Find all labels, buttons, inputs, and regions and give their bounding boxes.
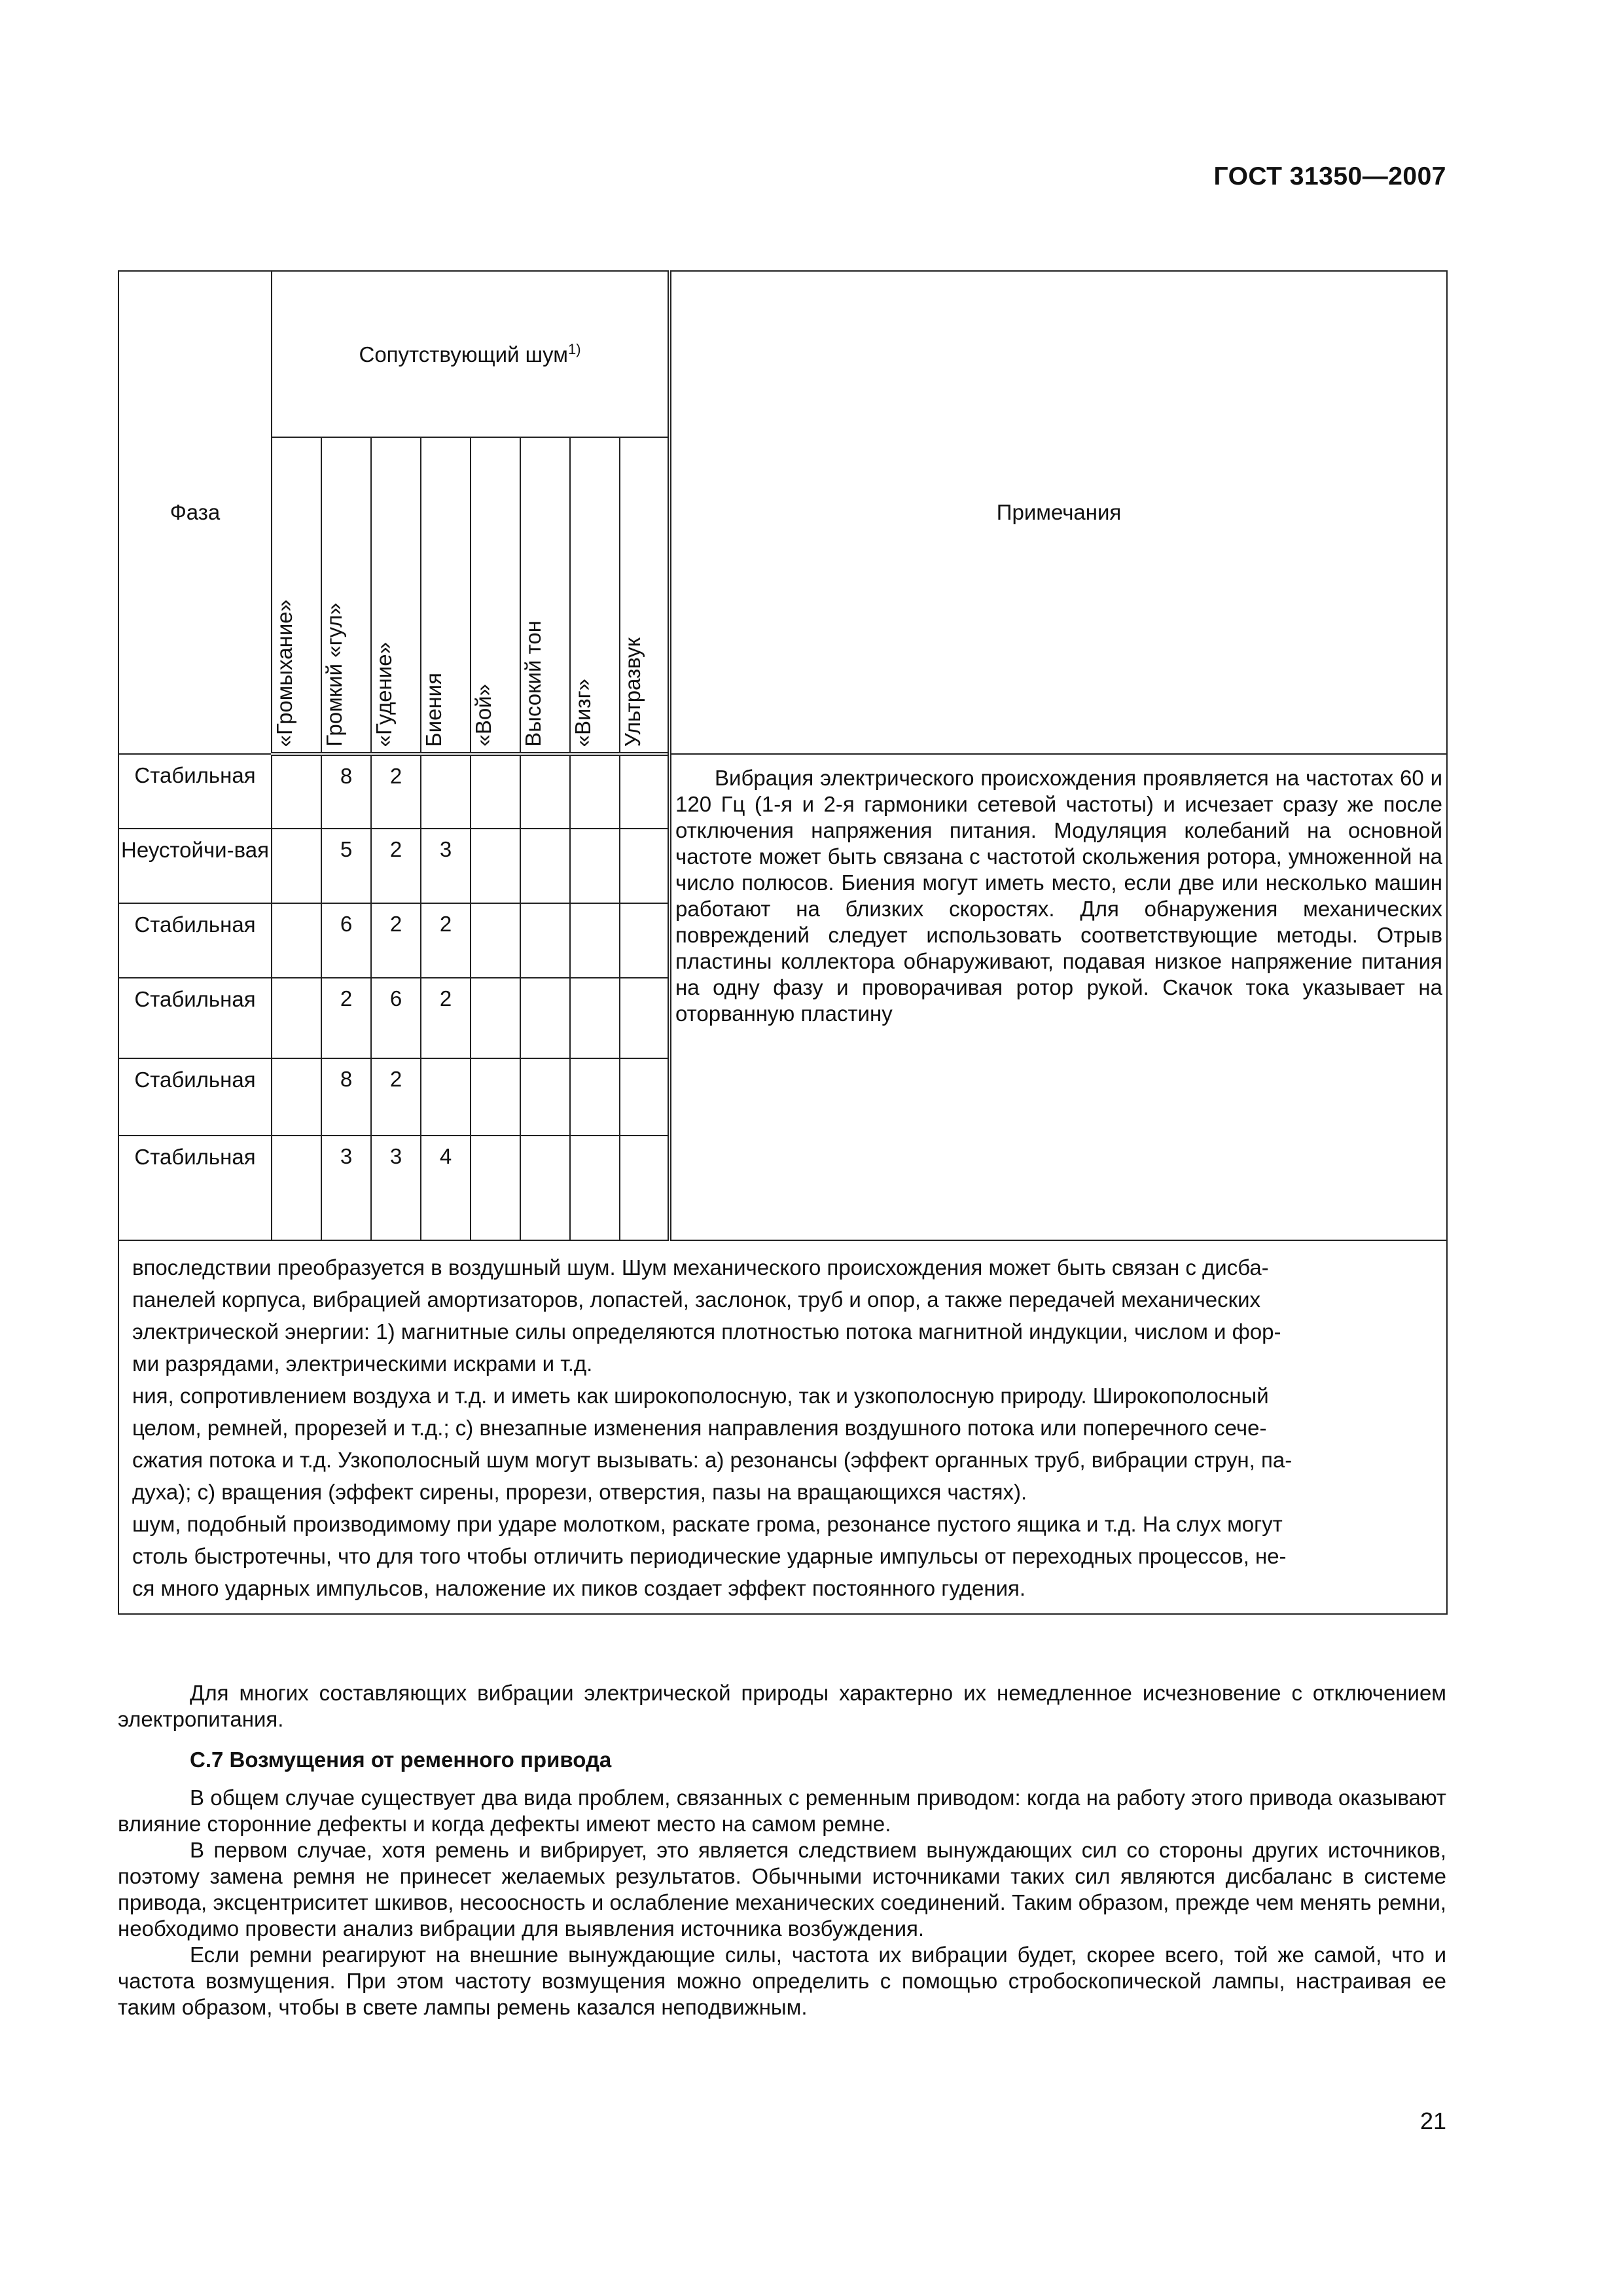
phase-cell: Стабильная [118, 754, 272, 829]
noise-value-cell [620, 978, 669, 1058]
noise-value-cell [570, 1136, 620, 1240]
noise-column-label: Высокий тон [521, 620, 545, 747]
section-title: С.7 Возмущения от ременного привода [190, 1748, 612, 1772]
noise-value-cell [620, 754, 669, 829]
noise-value-cell [520, 1058, 570, 1136]
footnote-line: столь быстротечны, что для того чтобы отличить периодические ударные импульсы от переходных процессов, не- [132, 1544, 1287, 1568]
noise-value-cell [570, 754, 620, 829]
noise-value-cell: 2 [371, 903, 421, 978]
noise-header-label: Сопутствующий шум [359, 342, 568, 367]
noise-value-cell: 5 [321, 829, 371, 903]
noise-column-label: Громкий «гул» [322, 603, 346, 747]
noise-value-cell: 8 [321, 1058, 371, 1136]
footnote-line: впоследствии преобразуется в воздушный шум. Шум механического происхождения может быть связан с дисба- [132, 1255, 1269, 1280]
noise-value-cell: 3 [421, 829, 471, 903]
noise-column-label: Ультразвук [620, 637, 645, 747]
footnote-line: ния, сопротивлением воздуха и т.д. и иметь как широкополосную, так и узкополосную природу. Широкополосный [132, 1384, 1269, 1408]
noise-value-cell: 4 [421, 1136, 471, 1240]
noise-column-label: «Вой» [471, 684, 495, 747]
noise-column-header [620, 437, 669, 754]
notes-header: Примечания [669, 271, 1447, 754]
noise-value-cell [272, 1058, 321, 1136]
noise-value-cell [272, 903, 321, 978]
noise-value-cell [421, 1058, 471, 1136]
noise-column-header [421, 437, 471, 754]
noise-value-cell [620, 1136, 669, 1240]
noise-value-cell [471, 829, 520, 903]
notes-cell [669, 754, 1447, 1240]
table-row [118, 754, 1447, 829]
paragraph-intro: Для многих составляющих вибрации электрической природы характерно их немедленное исчезновение с отключением электропитания. [118, 1681, 1446, 1731]
noise-value-cell: 2 [321, 978, 371, 1058]
noise-value-cell: 6 [371, 978, 421, 1058]
footnote-line: шум, подобный производимому при ударе молотком, раскате грома, резонансе пустого ящика и т.д. На слух могут [132, 1512, 1283, 1536]
noise-column-label: «Громыхание» [272, 599, 296, 747]
footnote-line: электрической энергии: 1) магнитные силы определяются плотностью потока магнитной индукции, числом и фор- [132, 1319, 1281, 1344]
noise-value-cell [272, 754, 321, 829]
noise-value-cell [520, 978, 570, 1058]
vibration-table [118, 270, 1448, 1615]
noise-value-cell [471, 978, 520, 1058]
noise-value-cell [520, 754, 570, 829]
noise-value-cell [570, 829, 620, 903]
noise-value-cell: 6 [321, 903, 371, 978]
noise-value-cell [471, 903, 520, 978]
noise-value-cell: 8 [321, 754, 371, 829]
noise-value-cell [570, 1058, 620, 1136]
footnote-line: ся много ударных импульсов, наложение их пиков создает эффект постоянного гудения. [132, 1576, 1026, 1600]
page-number: 21 [1419, 2108, 1446, 2134]
noise-value-cell [620, 1058, 669, 1136]
noise-value-cell [620, 903, 669, 978]
paragraph-3: Если ремни реагируют на внешние вынуждающие силы, частота их вибрации будет, скорее всего, той же самой, что и частота возмущения. При этом частоту возмущения можно определить с помощью стробоскопической лампы, настраивая ее таким образом, чтобы в свете лампы ремень казался неподвижным. [118, 1943, 1446, 2019]
noise-column-header [371, 437, 421, 754]
noise-value-cell [520, 1136, 570, 1240]
notes-text: Вибрация электрического происхождения проявляется на частотах 60 и 120 Гц (1-я и 2-я гармоники сетевой частоты) и исчезает сразу же после отключения напряжения питания. Модуляция колебаний на основной частоте может быть связана с частотой скольжения ротора, умноженной на число полюсов. Биения могут иметь место, если две или несколько машин работают на близких скоростях. Для обнаружения механических повреждений следует использовать соответствующие методы. Отрыв пластины коллектора обнаруживают, подавая низкое напряжение питания на одну фазу и проворачивая ротор рукой. Скачок тока указывает на оторванную пластину [675, 766, 1443, 1026]
phase-cell: Стабильная [118, 1136, 272, 1240]
paragraph-1: В общем случае существует два вида проблем, связанных с ременным приводом: когда на работу этого привода оказывают влияние сторонние дефекты и когда дефекты имеют место на самом ремне. [118, 1785, 1446, 1836]
noise-value-cell [272, 829, 321, 903]
noise-value-cell [520, 829, 570, 903]
paragraph-2: В первом случае, хотя ремень и вибрирует, это является следствием вынуждающих сил со стороны других источников, поэтому замена ремня не принесет желаемых результатов. Обычными источниками таких сил являются дисбаланс в системе привода, эксцентриситет шкивов, несоосность и ослабление механических соединений. Таким образом, прежде чем менять ремни, необходимо провести анализ вибрации для выявления источника возбуждения. [118, 1838, 1446, 1941]
noise-column-header [321, 437, 371, 754]
noise-value-cell [471, 1136, 520, 1240]
noise-column-label: «Гудение» [372, 641, 396, 747]
noise-value-cell [570, 978, 620, 1058]
noise-value-cell [570, 903, 620, 978]
noise-value-cell: 2 [421, 978, 471, 1058]
footnote-line: ми разрядами, электрическими искрами и т.д. [132, 1352, 593, 1376]
noise-value-cell [520, 903, 570, 978]
noise-value-cell: 2 [421, 903, 471, 978]
body-text [118, 1680, 1446, 2020]
noise-header [272, 271, 669, 437]
noise-value-cell: 2 [371, 829, 421, 903]
noise-column-label: «Визг» [571, 678, 595, 747]
footnote-line: панелей корпуса, вибрацией амортизаторов, лопастей, заслонок, труб и опор, а также передачей механических [132, 1287, 1261, 1312]
noise-value-cell [471, 1058, 520, 1136]
phase-cell: Стабильная [118, 978, 272, 1058]
noise-value-cell: 2 [371, 1058, 421, 1136]
noise-value-cell: 2 [371, 754, 421, 829]
noise-value-cell [272, 978, 321, 1058]
noise-value-cell: 3 [321, 1136, 371, 1240]
footnote-line: сжатия потока и т.д. Узкополосный шум могут вызывать: а) резонансы (эффект органных труб, вибрации струн, па- [132, 1448, 1293, 1472]
footnote-line: целом, ремней, прорезей и т.д.; с) внезапные изменения направления воздушного потока или поперечного сече- [132, 1416, 1267, 1440]
noise-column-header [520, 437, 570, 754]
phase-header: Фаза [118, 271, 272, 754]
noise-column-header [272, 437, 321, 754]
noise-column-header [570, 437, 620, 754]
noise-value-cell [421, 754, 471, 829]
phase-cell: Стабильная [118, 1058, 272, 1136]
phase-cell: Неустойчи-вая [118, 829, 272, 903]
noise-value-cell [471, 754, 520, 829]
phase-cell: Стабильная [118, 903, 272, 978]
noise-footnote-mark: 1) [567, 341, 581, 357]
noise-value-cell: 3 [371, 1136, 421, 1240]
document-code: ГОСТ 31350—2007 [1213, 162, 1446, 190]
noise-value-cell [272, 1136, 321, 1240]
footnote-cell [118, 1240, 1447, 1614]
footnote-line: духа); с) вращения (эффект сирены, прорези, отверстия, пазы на вращающихся частях). [132, 1480, 1027, 1504]
noise-column-header [471, 437, 520, 754]
noise-column-label: Биения [421, 673, 446, 747]
noise-value-cell [620, 829, 669, 903]
